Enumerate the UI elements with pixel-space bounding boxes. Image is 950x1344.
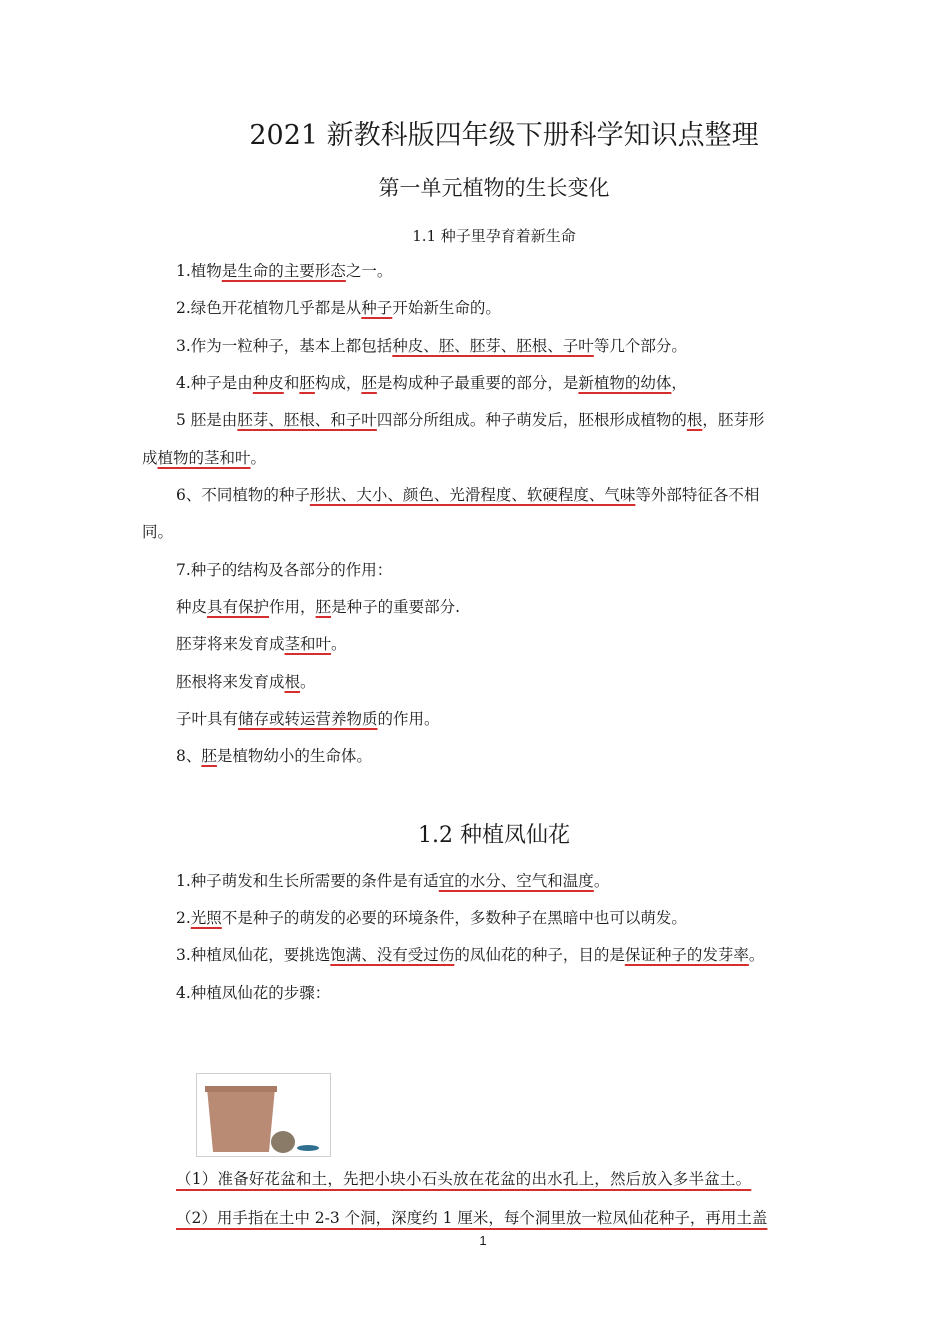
text: 是种子的重要部分.	[331, 598, 460, 616]
step-2: （2）用手指在土中 2-3 个洞，深度约 1 厘米，每个洞里放一粒凤仙花种子，再用土盖	[176, 1209, 768, 1227]
highlight: 种皮	[252, 374, 284, 392]
text: 。	[250, 449, 267, 467]
highlight: 饱满、没有受过伤	[330, 946, 455, 964]
s2-paragraph-4: 4.种植凤仙花的步骤：	[176, 984, 331, 1002]
highlight: 具有保护	[207, 598, 270, 616]
text: 。	[300, 673, 316, 691]
highlight: 是生命的主要形态	[221, 262, 346, 280]
text: 。	[748, 946, 765, 964]
pot-body	[207, 1088, 275, 1152]
highlight: 根	[284, 673, 301, 691]
paragraph-3	[176, 335, 687, 357]
highlight: 根	[686, 411, 703, 429]
highlight: 储存或转运营养物质	[238, 710, 378, 728]
text: 构成，	[314, 374, 362, 392]
pot-and-stone-icon	[197, 1074, 330, 1156]
text: 6、不同植物的种子	[176, 486, 310, 504]
text: 4.种子是由	[176, 374, 253, 392]
text: 。	[593, 872, 610, 890]
paragraph-7: 7.种子的结构及各部分的作用：	[176, 561, 393, 579]
text: 是构成种子最重要的部分，是	[376, 374, 579, 392]
highlight: 宜的水分、空气和温度	[438, 872, 594, 890]
highlight: 胚	[361, 374, 377, 392]
paragraph-1	[176, 260, 392, 282]
text: 作用，	[269, 598, 316, 616]
section-heading-1-2: 1.2 种植凤仙花	[418, 823, 570, 848]
highlight: 胚芽、胚根、和子叶	[237, 411, 377, 429]
text: 5 胚是由	[176, 411, 238, 429]
paragraph-5-continued	[142, 447, 266, 469]
paragraph-11	[176, 708, 440, 730]
stone	[271, 1131, 295, 1153]
flower-pot-illustration	[196, 1073, 331, 1157]
section-heading-1-1: 1.1 种子里孕育着新生命	[412, 227, 576, 245]
text: 成	[142, 449, 158, 467]
highlight: 胚	[315, 598, 332, 616]
paragraph-5	[176, 409, 764, 431]
text: 2.绿色开花植物几乎都是从	[176, 299, 362, 317]
highlight: 形状、大小、颜色、光滑程度、软硬程度、气味	[309, 486, 636, 504]
highlight: 保证种子的发芽率	[624, 946, 749, 964]
highlight: 新植物的幼体	[578, 374, 672, 392]
s2-paragraph-3	[176, 944, 764, 966]
text: 种皮	[176, 598, 208, 616]
text: 3.种植凤仙花，要挑选	[176, 946, 331, 964]
s2-paragraph-1	[176, 870, 609, 892]
paragraph-10	[176, 671, 316, 693]
text: 8、	[176, 747, 202, 765]
text: 不是种子的萌发的必要的环境条件，多数种子在黑暗中也可以萌发。	[221, 909, 687, 927]
paragraph-4	[176, 372, 687, 394]
text: 的作用。	[377, 710, 440, 728]
paragraph-2	[176, 297, 501, 319]
text: 。	[331, 635, 347, 653]
highlight: 光照	[190, 909, 222, 927]
text: 胚芽将来发育成	[176, 635, 285, 653]
step-1: （1）准备好花盆和土，先把小块小石头放在花盆的出水孔上，然后放入多半盆土。	[176, 1170, 752, 1188]
seeds	[297, 1145, 319, 1151]
text: 胚根将来发育成	[176, 673, 285, 691]
text: 子叶具有	[176, 710, 239, 728]
s2-paragraph-2	[176, 907, 687, 929]
highlight: 种子	[361, 299, 393, 317]
text: ，胚芽形	[702, 411, 765, 429]
text: 3.作为一粒种子，基本上都包括	[176, 337, 393, 355]
text: 和	[283, 374, 300, 392]
highlight: 胚	[201, 747, 217, 765]
text: 1.种子萌发和生长所需要的条件是有适	[176, 872, 439, 890]
page-number: 1	[479, 1233, 487, 1248]
document-title: 2021 新教科版四年级下册科学知识点整理	[249, 120, 759, 151]
text: 是植物幼小的生命体。	[216, 747, 372, 765]
highlight: 种皮、胚、胚芽、胚根、子叶	[392, 337, 594, 355]
highlight: 茎和叶	[284, 635, 332, 653]
text: 等几个部分。	[593, 337, 687, 355]
text: ，	[671, 374, 687, 392]
paragraph-6	[176, 484, 759, 506]
text: 等外部特征各不相	[635, 486, 760, 504]
text: 开始新生命的。	[392, 299, 501, 317]
highlight: 植物的茎和叶	[157, 449, 251, 467]
text: 2.	[176, 909, 191, 927]
text: 1.植物	[176, 262, 222, 280]
unit-title: 第一单元植物的生长变化	[378, 176, 610, 200]
paragraph-9	[176, 633, 347, 655]
pot-rim	[205, 1086, 277, 1092]
text: 四部分所组成。种子萌发后，胚根形成植物的	[376, 411, 687, 429]
paragraph-12	[176, 745, 372, 767]
text: 的凤仙花的种子，目的是	[454, 946, 625, 964]
text: 之一。	[345, 262, 393, 280]
paragraph-8	[176, 596, 460, 618]
paragraph-6-continued: 同。	[142, 523, 174, 541]
highlight: 胚	[299, 374, 315, 392]
